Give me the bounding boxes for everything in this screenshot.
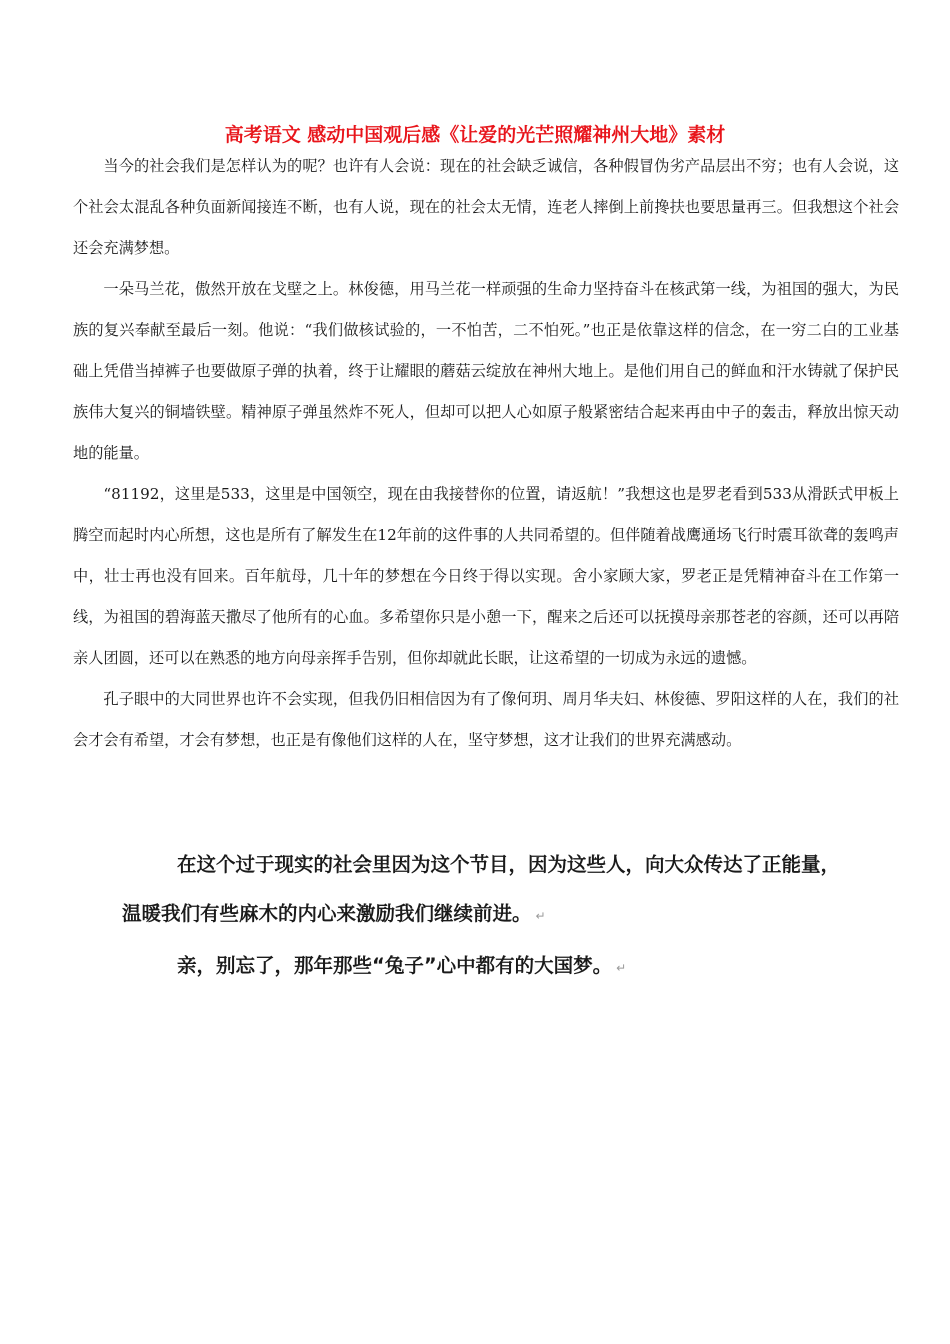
paragraph-mark-icon: ↵ xyxy=(616,961,627,975)
closing-line-2 xyxy=(122,889,922,941)
closing-line-3 xyxy=(122,941,922,993)
closing-line-2-text: 温暖我们有些麻木的内心来激励我们继续前进。 xyxy=(122,902,532,925)
closing-block xyxy=(122,840,922,993)
paragraph-4: 孔子眼中的大同世界也许不会实现，但我仍旧相信因为有了像何玥、周月华夫妇、林俊德、罗阳这样的人在，我们的社会才会有希望，才会有梦想，也正是有像他们这样的人在，坚守梦想，这才让我们的世界充满感动。 xyxy=(73,690,899,749)
paragraph-3: “81192，这里是533，这里是中国领空，现在由我接替你的位置，请返航！”我想这也是罗老看到533从滑跃式甲板上腾空而起时内心所想，这也是所有了解发生在12年前的这件事的人共同希望的。但伴随着战鹰通场飞行时震耳欲聋的轰鸣声中，壮士再也没有回来。百年航母，几十年的梦想在今日终于得以实现。舍小家顾大家，罗老正是凭精神奋斗在工作第一线，为祖国的碧海蓝天撒尽了他所有的心血。多希望你只是小憩一下，醒来之后还可以抚摸母亲那苍老的容颜，还可以再陪亲人团圆，还可以在熟悉的地方向母亲挥手告别，但你却就此长眠，让这希望的一切成为永远的遗憾。 xyxy=(73,485,899,667)
paragraph-2: 一朵马兰花，傲然开放在戈壁之上。林俊德，用马兰花一样顽强的生命力坚持奋斗在核武第一线，为祖国的强大，为民族的复兴奉献至最后一刻。他说：“我们做核试验的，一不怕苦，二不怕死。”也正是依靠这样的信念，在一穷二白的工业基础上凭借当掉裤子也要做原子弹的执着，终于让耀眼的蘑菇云绽放在神州大地上。是他们用自己的鲜血和汗水铸就了保护民族伟大复兴的铜墙铁壁。精神原子弹虽然炸不死人，但却可以把人心如原子般紧密结合起来再由中子的轰击，释放出惊天动地的能量。 xyxy=(73,280,899,462)
document-title: 高考语文 感动中国观后感《让爱的光芒照耀神州大地》素材 xyxy=(224,124,726,146)
paragraph-mark-icon: ↵ xyxy=(535,909,546,923)
closing-line-1 xyxy=(122,840,922,889)
document-body xyxy=(73,146,899,761)
closing-line-3-text: 亲，别忘了，那年那些“兔子”心中都有的大国梦。 xyxy=(177,954,613,977)
closing-line-1-text: 在这个过于现实的社会里因为这个节目，因为这些人，向大众传达了正能量， xyxy=(177,853,841,876)
paragraph-1: 当今的社会我们是怎样认为的呢？也许有人会说：现在的社会缺乏诚信，各种假冒伪劣产品层出不穷；也有人会说，这个社会太混乱各种负面新闻接连不断，也有人说，现在的社会太无情，连老人摔倒上前搀扶也要思量再三。但我想这个社会还会充满梦想。 xyxy=(73,157,899,257)
